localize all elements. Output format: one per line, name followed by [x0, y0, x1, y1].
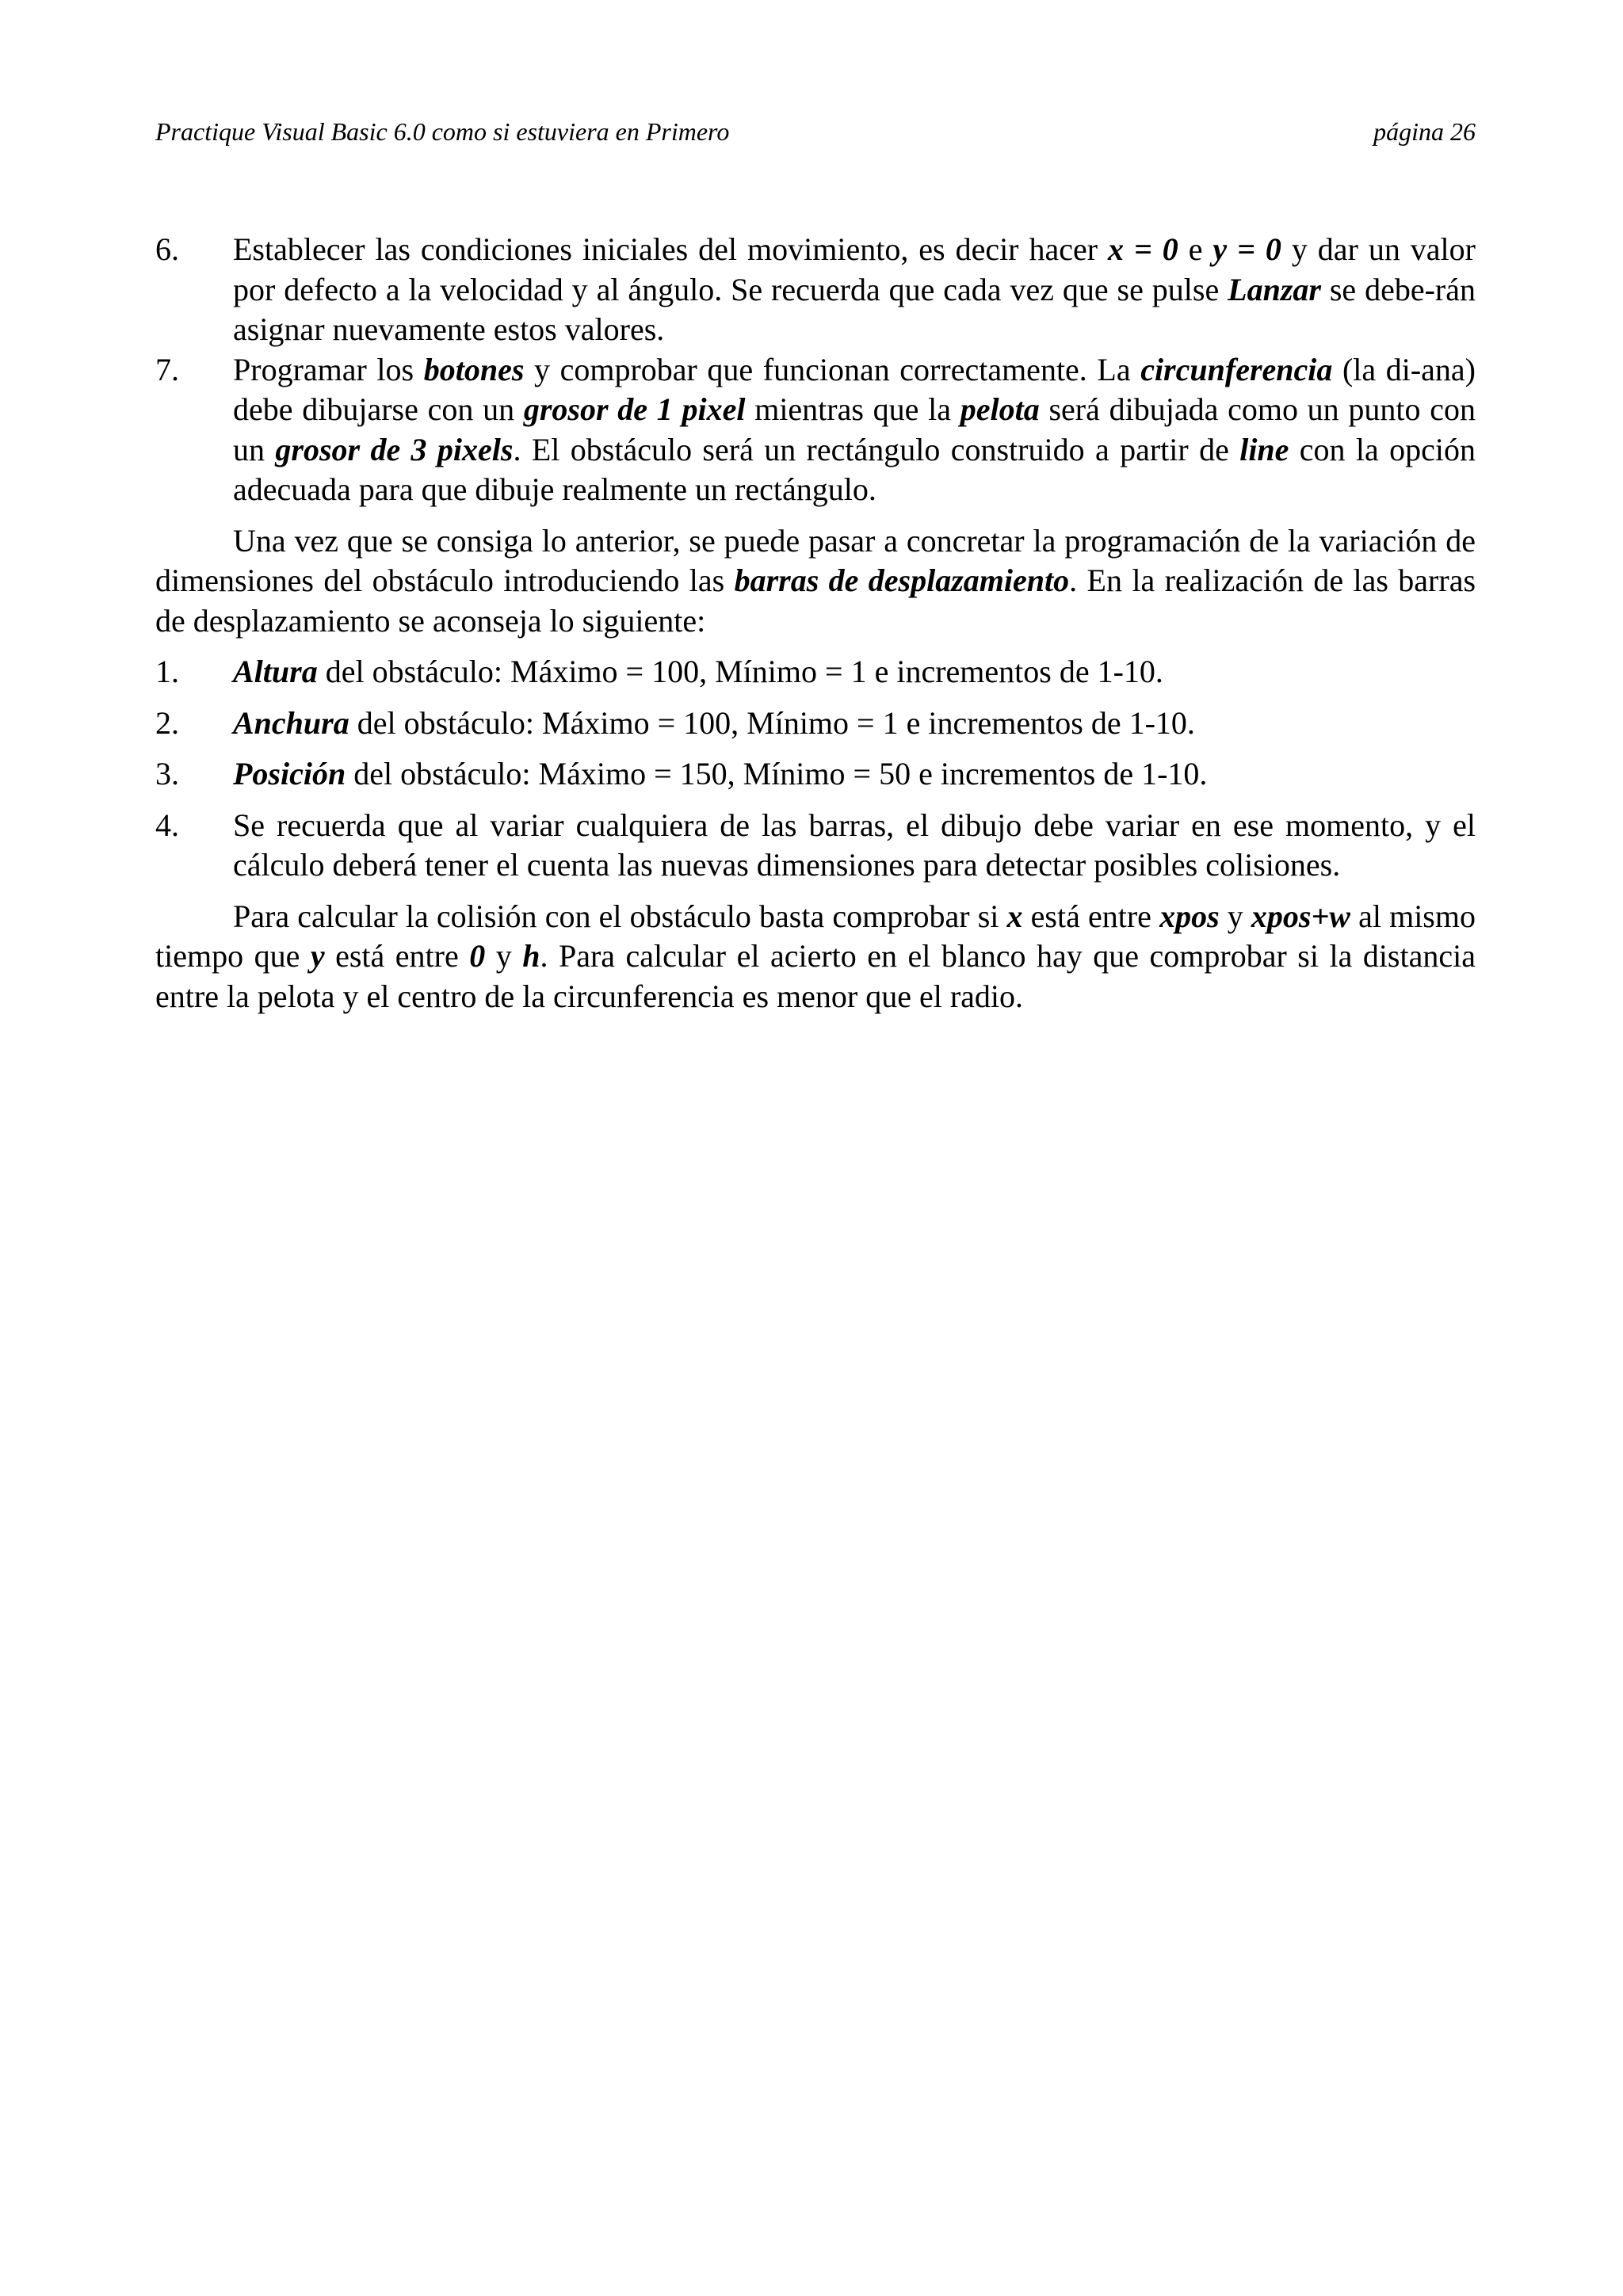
text-run: del obstáculo: Máximo = 150, Mínimo = 50 e incrementos de 1-10. [346, 756, 1208, 791]
list-item [155, 230, 1476, 350]
emphasis-text: x = 0 [1108, 231, 1178, 267]
list-item [155, 754, 1476, 795]
emphasis-text: h [522, 938, 540, 974]
emphasis-text: line [1239, 431, 1289, 467]
list-item-number: 7. [155, 351, 179, 387]
emphasis-text: Lanzar [1228, 271, 1321, 307]
text-run: se debe-rán asignar nuevamente estos valores. [233, 271, 1476, 347]
emphasis-text: xpos [1159, 898, 1220, 934]
emphasis-text: grosor de 1 pixel [523, 391, 746, 427]
emphasis-text: botones [423, 351, 525, 387]
emphasis-text: pelota [960, 391, 1040, 427]
list-item [155, 652, 1476, 692]
text-run: está entre [1022, 898, 1160, 934]
list-item-text [233, 654, 1163, 689]
text-run: y [485, 938, 523, 974]
text-run: del obstáculo: Máximo = 100, Mínimo = 1 e incrementos de 1-10. [349, 704, 1195, 741]
list-item-number: 1. [155, 654, 179, 689]
text-run: Se recuerda que al variar cualquiera de las barras, el dibujo debe variar en ese momento, y el cálculo deberá tener el cuenta las nuevas dimensiones para detectar posibles colisiones. [233, 807, 1476, 883]
emphasis-text: x [1006, 898, 1023, 934]
list-item-text [233, 756, 1207, 791]
emphasis-text: 0 [469, 938, 486, 974]
list-item [155, 704, 1476, 744]
text-run: e [1178, 231, 1213, 267]
text-run: . El obstáculo será un rectángulo construido a partir de [513, 431, 1240, 467]
header-page-number: página 26 [1373, 117, 1476, 146]
text-run: mientras que la [745, 391, 960, 427]
emphasis-text: barras de desplazamiento [734, 563, 1070, 598]
list-item-text [233, 231, 1476, 347]
list-item-text [233, 807, 1476, 883]
emphasis-text: y = 0 [1212, 231, 1281, 267]
list-item-number: 6. [155, 231, 179, 267]
text-run: será dibujada como un punto con un [233, 391, 1476, 467]
text-run: . Para calcular el acierto en el blanco hay que comprobar si la distancia entre la pelota y el centro de la circunferencia es menor que el radio. [155, 938, 1476, 1014]
emphasis-text: Posición [233, 756, 346, 791]
text-run: y dar un valor por defecto a la velocidad y al ángulo. Se recuerda que cada vez que se pulse [233, 231, 1476, 307]
emphasis-text: Anchura [233, 704, 349, 741]
list-item-number: 4. [155, 807, 179, 843]
numbered-list-scrollbars [155, 652, 1476, 886]
numbered-list-steps [155, 230, 1476, 510]
text-run: Una vez que se consiga lo anterior, se puede pasar a concretar la programación de la variación de dimensiones del obstáculo introduciendo las [155, 522, 1476, 598]
text-run: Para calcular la colisión con el obstáculo basta comprobar si [233, 898, 1007, 934]
list-item [155, 350, 1476, 510]
paragraph-collision [155, 897, 1476, 1017]
text-run: del obstáculo: Máximo = 100, Mínimo = 1 e incrementos de 1-10. [317, 654, 1163, 689]
header-title: Practique Visual Basic 6.0 como si estuviera en Primero [155, 117, 730, 146]
document-body [155, 230, 1476, 1016]
emphasis-text: grosor de 3 pixels [275, 431, 514, 467]
list-item-text [233, 352, 1476, 508]
text-run: (la di-ana) debe dibujarse con un [233, 351, 1476, 427]
list-item-number: 2. [155, 704, 179, 741]
list-item-text [233, 705, 1195, 741]
text-run: Establecer las condiciones iniciales del movimiento, es decir hacer [233, 231, 1109, 267]
list-item [155, 806, 1476, 886]
text-run: y [1219, 898, 1251, 934]
emphasis-text: Altura [233, 654, 318, 689]
list-item-number: 3. [155, 756, 179, 791]
emphasis-text: y [310, 938, 325, 974]
text-run: está entre [324, 938, 470, 974]
paragraph-scrollbars-intro [155, 521, 1476, 642]
emphasis-text: xpos+w [1251, 898, 1350, 934]
text-run: con la opción adecuada para que dibuje realmente un rectángulo. [233, 431, 1476, 507]
text-run: . En la realización de las barras de desplazamiento se aconseja lo siguiente: [155, 563, 1476, 639]
text-run: al mismo tiempo que [155, 898, 1476, 974]
text-run: y comprobar que funcionan correctamente. La [524, 351, 1141, 387]
text-run: Programar los [233, 351, 424, 387]
emphasis-text: circunferencia [1140, 351, 1333, 387]
